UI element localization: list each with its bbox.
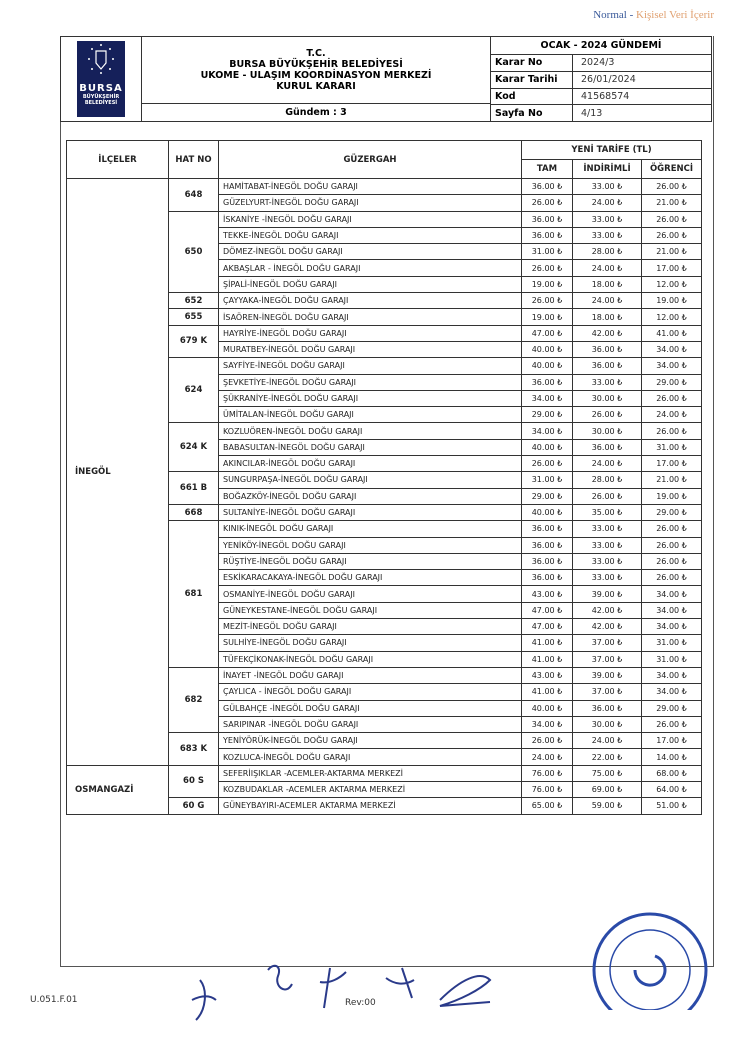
meta-table xyxy=(491,37,711,121)
full-fare-cell: 76.00 ₺ xyxy=(522,781,573,797)
meta-value: 4/13 xyxy=(581,107,603,119)
student-fare-cell: 19.00 ₺ xyxy=(642,488,702,504)
classification-label: Normal - Kişisel Veri İçerir xyxy=(593,9,714,21)
full-fare-cell: 41.00 ₺ xyxy=(522,635,573,651)
route-cell: İSKANİYE -İNEGÖL DOĞU GARAJI xyxy=(219,211,522,227)
route-cell: KOZLUCA-İNEGÖL DOĞU GARAJI xyxy=(219,749,522,765)
discount-fare-cell: 69.00 ₺ xyxy=(573,781,642,797)
col-full: TAM xyxy=(522,160,573,179)
full-fare-cell: 40.00 ₺ xyxy=(522,700,573,716)
document-header xyxy=(60,36,712,122)
student-fare-cell: 34.00 ₺ xyxy=(642,341,702,357)
line-number-cell: 683 K xyxy=(169,733,219,766)
student-fare-cell: 31.00 ₺ xyxy=(642,651,702,667)
meta-label: Karar No xyxy=(491,55,573,71)
discount-fare-cell: 24.00 ₺ xyxy=(573,293,642,309)
discount-fare-cell: 33.00 ₺ xyxy=(573,374,642,390)
full-fare-cell: 43.00 ₺ xyxy=(522,667,573,683)
full-fare-cell: 40.00 ₺ xyxy=(522,358,573,374)
meta-value: 41568574 xyxy=(581,90,630,102)
discount-fare-cell: 26.00 ₺ xyxy=(573,488,642,504)
full-fare-cell: 47.00 ₺ xyxy=(522,602,573,618)
route-cell: SUNGURPAŞA-İNEGÖL DOĞU GARAJI xyxy=(219,472,522,488)
full-fare-cell: 31.00 ₺ xyxy=(522,244,573,260)
header-title: T.C. BURSA BÜYÜKŞEHİR BELEDİYESİ UKOME - ULAŞIM KOORDİNASYON MERKEZİ KURUL KARARI xyxy=(200,48,432,92)
student-fare-cell: 34.00 ₺ xyxy=(642,684,702,700)
discount-fare-cell: 26.00 ₺ xyxy=(573,407,642,423)
discount-fare-cell: 33.00 ₺ xyxy=(573,537,642,553)
student-fare-cell: 24.00 ₺ xyxy=(642,407,702,423)
discount-fare-cell: 30.00 ₺ xyxy=(573,390,642,406)
full-fare-cell: 29.00 ₺ xyxy=(522,488,573,504)
student-fare-cell: 21.00 ₺ xyxy=(642,472,702,488)
route-cell: MEZİT-İNEGÖL DOĞU GARAJI xyxy=(219,619,522,635)
full-fare-cell: 47.00 ₺ xyxy=(522,619,573,635)
student-fare-cell: 68.00 ₺ xyxy=(642,765,702,781)
route-cell: SARIPINAR -İNEGÖL DOĞU GARAJI xyxy=(219,716,522,732)
route-cell: RÜŞTİYE-İNEGÖL DOĞU GARAJI xyxy=(219,553,522,569)
full-fare-cell: 29.00 ₺ xyxy=(522,407,573,423)
route-cell: YENİYÖRÜK-İNEGÖL DOĞU GARAJI xyxy=(219,733,522,749)
full-fare-cell: 41.00 ₺ xyxy=(522,651,573,667)
full-fare-cell: 19.00 ₺ xyxy=(522,309,573,325)
full-fare-cell: 31.00 ₺ xyxy=(522,472,573,488)
discount-fare-cell: 18.00 ₺ xyxy=(573,309,642,325)
route-cell: GÜLBAHÇE -İNEGÖL DOĞU GARAJI xyxy=(219,700,522,716)
student-fare-cell: 21.00 ₺ xyxy=(642,195,702,211)
revision: Rev:00 xyxy=(345,998,376,1008)
district-cell: İNEGÖL xyxy=(67,179,169,766)
route-cell: DÖMEZ-İNEGÖL DOĞU GARAJI xyxy=(219,244,522,260)
full-fare-cell: 40.00 ₺ xyxy=(522,439,573,455)
student-fare-cell: 34.00 ₺ xyxy=(642,619,702,635)
student-fare-cell: 26.00 ₺ xyxy=(642,553,702,569)
student-fare-cell: 34.00 ₺ xyxy=(642,602,702,618)
full-fare-cell: 65.00 ₺ xyxy=(522,798,573,814)
line-number-cell: 624 K xyxy=(169,423,219,472)
full-fare-cell: 43.00 ₺ xyxy=(522,586,573,602)
route-cell: GÜNEYKESTANE-İNEGÖL DOĞU GARAJI xyxy=(219,602,522,618)
student-fare-cell: 17.00 ₺ xyxy=(642,260,702,276)
student-fare-cell: 12.00 ₺ xyxy=(642,276,702,292)
student-fare-cell: 51.00 ₺ xyxy=(642,798,702,814)
full-fare-cell: 36.00 ₺ xyxy=(522,553,573,569)
student-fare-cell: 26.00 ₺ xyxy=(642,570,702,586)
route-cell: İSAÖREN-İNEGÖL DOĞU GARAJI xyxy=(219,309,522,325)
discount-fare-cell: 22.00 ₺ xyxy=(573,749,642,765)
discount-fare-cell: 75.00 ₺ xyxy=(573,765,642,781)
discount-fare-cell: 39.00 ₺ xyxy=(573,586,642,602)
route-cell: ESKİKARACAKAYA-İNEGÖL DOĞU GARAJI xyxy=(219,570,522,586)
student-fare-cell: 34.00 ₺ xyxy=(642,667,702,683)
student-fare-cell: 14.00 ₺ xyxy=(642,749,702,765)
meta-label: Sayfa No xyxy=(491,105,573,121)
meta-value: 26/01/2024 xyxy=(581,74,636,86)
discount-fare-cell: 33.00 ₺ xyxy=(573,570,642,586)
full-fare-cell: 36.00 ₺ xyxy=(522,179,573,195)
route-cell: YENİKÖY-İNEGÖL DOĞU GARAJI xyxy=(219,537,522,553)
discount-fare-cell: 37.00 ₺ xyxy=(573,651,642,667)
district-cell: OSMANGAZİ xyxy=(67,765,169,814)
route-cell: GÜZELYURT-İNEGÖL DOĞU GARAJI xyxy=(219,195,522,211)
full-fare-cell: 26.00 ₺ xyxy=(522,195,573,211)
line-number-cell: 60 S xyxy=(169,765,219,798)
discount-fare-cell: 33.00 ₺ xyxy=(573,553,642,569)
discount-fare-cell: 28.00 ₺ xyxy=(573,244,642,260)
discount-fare-cell: 33.00 ₺ xyxy=(573,179,642,195)
route-cell: BABASULTAN-İNEGÖL DOĞU GARAJI xyxy=(219,439,522,455)
route-cell: KINIK-İNEGÖL DOĞU GARAJI xyxy=(219,521,522,537)
route-cell: KOZBUDAKLAR -ACEMLER AKTARMA MERKEZİ xyxy=(219,781,522,797)
full-fare-cell: 26.00 ₺ xyxy=(522,260,573,276)
discount-fare-cell: 18.00 ₺ xyxy=(573,276,642,292)
full-fare-cell: 26.00 ₺ xyxy=(522,733,573,749)
route-cell: TÜFEKÇİKONAK-İNEGÖL DOĞU GARAJI xyxy=(219,651,522,667)
route-cell: SAYFİYE-İNEGÖL DOĞU GARAJI xyxy=(219,358,522,374)
discount-fare-cell: 36.00 ₺ xyxy=(573,341,642,357)
student-fare-cell: 12.00 ₺ xyxy=(642,309,702,325)
route-cell: SULTANİYE-İNEGÖL DOĞU GARAJI xyxy=(219,504,522,520)
route-cell: ÇAYYAKA-İNEGÖL DOĞU GARAJI xyxy=(219,293,522,309)
meta-label: Karar Tarihi xyxy=(491,72,573,88)
full-fare-cell: 34.00 ₺ xyxy=(522,716,573,732)
tariff-table xyxy=(66,140,702,815)
agenda-number: Gündem : 3 xyxy=(142,103,490,121)
col-district: İLÇELER xyxy=(67,141,169,179)
line-number-cell: 679 K xyxy=(169,325,219,358)
route-cell: MURATBEY-İNEGÖL DOĞU GARAJI xyxy=(219,341,522,357)
discount-fare-cell: 42.00 ₺ xyxy=(573,619,642,635)
discount-fare-cell: 37.00 ₺ xyxy=(573,635,642,651)
full-fare-cell: 19.00 ₺ xyxy=(522,276,573,292)
full-fare-cell: 34.00 ₺ xyxy=(522,390,573,406)
line-number-cell: 624 xyxy=(169,358,219,423)
line-number-cell: 682 xyxy=(169,667,219,732)
form-code: U.051.F.01 xyxy=(30,995,78,1005)
student-fare-cell: 29.00 ₺ xyxy=(642,700,702,716)
route-cell: HAYRİYE-İNEGÖL DOĞU GARAJI xyxy=(219,325,522,341)
full-fare-cell: 41.00 ₺ xyxy=(522,684,573,700)
full-fare-cell: 36.00 ₺ xyxy=(522,211,573,227)
discount-fare-cell: 30.00 ₺ xyxy=(573,716,642,732)
agenda-title: OCAK - 2024 GÜNDEMİ xyxy=(491,37,711,55)
meta-label: Kod xyxy=(491,89,573,105)
route-cell: KOZLUÖREN-İNEGÖL DOĞU GARAJI xyxy=(219,423,522,439)
student-fare-cell: 29.00 ₺ xyxy=(642,374,702,390)
discount-fare-cell: 28.00 ₺ xyxy=(573,472,642,488)
discount-fare-cell: 33.00 ₺ xyxy=(573,521,642,537)
discount-fare-cell: 59.00 ₺ xyxy=(573,798,642,814)
table-row xyxy=(67,179,702,195)
discount-fare-cell: 24.00 ₺ xyxy=(573,733,642,749)
discount-fare-cell: 37.00 ₺ xyxy=(573,684,642,700)
student-fare-cell: 17.00 ₺ xyxy=(642,456,702,472)
full-fare-cell: 40.00 ₺ xyxy=(522,504,573,520)
official-stamp-image xyxy=(590,900,720,1010)
student-fare-cell: 64.00 ₺ xyxy=(642,781,702,797)
full-fare-cell: 26.00 ₺ xyxy=(522,293,573,309)
student-fare-cell: 29.00 ₺ xyxy=(642,504,702,520)
route-cell: BOĞAZKÖY-İNEGÖL DOĞU GARAJI xyxy=(219,488,522,504)
full-fare-cell: 36.00 ₺ xyxy=(522,374,573,390)
discount-fare-cell: 24.00 ₺ xyxy=(573,195,642,211)
signatures-image xyxy=(190,950,510,1040)
student-fare-cell: 26.00 ₺ xyxy=(642,521,702,537)
discount-fare-cell: 36.00 ₺ xyxy=(573,700,642,716)
meta-value: 2024/3 xyxy=(581,57,615,69)
discount-fare-cell: 33.00 ₺ xyxy=(573,227,642,243)
student-fare-cell: 26.00 ₺ xyxy=(642,537,702,553)
full-fare-cell: 26.00 ₺ xyxy=(522,456,573,472)
route-cell: OSMANİYE-İNEGÖL DOĞU GARAJI xyxy=(219,586,522,602)
col-line: HAT NO xyxy=(169,141,219,179)
line-number-cell: 661 B xyxy=(169,472,219,505)
discount-fare-cell: 33.00 ₺ xyxy=(573,211,642,227)
student-fare-cell: 26.00 ₺ xyxy=(642,179,702,195)
col-route: GÜZERGAH xyxy=(219,141,522,179)
route-cell: AKINCILAR-İNEGÖL DOĞU GARAJI xyxy=(219,456,522,472)
discount-fare-cell: 35.00 ₺ xyxy=(573,504,642,520)
full-fare-cell: 36.00 ₺ xyxy=(522,537,573,553)
route-cell: AKBAŞLAR - İNEGÖL DOĞU GARAJI xyxy=(219,260,522,276)
table-row xyxy=(67,765,702,781)
full-fare-cell: 76.00 ₺ xyxy=(522,765,573,781)
route-cell: SULHİYE-İNEGÖL DOĞU GARAJI xyxy=(219,635,522,651)
crest-icon xyxy=(86,41,116,77)
route-cell: ŞEVKETİYE-İNEGÖL DOĞU GARAJI xyxy=(219,374,522,390)
line-number-cell: 681 xyxy=(169,521,219,668)
full-fare-cell: 36.00 ₺ xyxy=(522,521,573,537)
line-number-cell: 655 xyxy=(169,309,219,325)
student-fare-cell: 41.00 ₺ xyxy=(642,325,702,341)
student-fare-cell: 26.00 ₺ xyxy=(642,227,702,243)
bursa-logo: BURSA BÜYÜKŞEHİR BELEDİYESİ xyxy=(77,41,125,117)
discount-fare-cell: 36.00 ₺ xyxy=(573,439,642,455)
student-fare-cell: 26.00 ₺ xyxy=(642,423,702,439)
discount-fare-cell: 42.00 ₺ xyxy=(573,325,642,341)
student-fare-cell: 34.00 ₺ xyxy=(642,358,702,374)
discount-fare-cell: 36.00 ₺ xyxy=(573,358,642,374)
full-fare-cell: 34.00 ₺ xyxy=(522,423,573,439)
student-fare-cell: 26.00 ₺ xyxy=(642,211,702,227)
route-cell: GÜNEYBAYIRI-ACEMLER AKTARMA MERKEZİ xyxy=(219,798,522,814)
full-fare-cell: 40.00 ₺ xyxy=(522,341,573,357)
route-cell: ÇAYLICA - İNEGÖL DOĞU GARAJI xyxy=(219,684,522,700)
line-number-cell: 652 xyxy=(169,293,219,309)
route-cell: ÜMİTALAN-İNEGÖL DOĞU GARAJI xyxy=(219,407,522,423)
line-number-cell: 650 xyxy=(169,211,219,292)
route-cell: ŞÜKRANİYE-İNEGÖL DOĞU GARAJI xyxy=(219,390,522,406)
student-fare-cell: 31.00 ₺ xyxy=(642,635,702,651)
col-student: ÖĞRENCİ xyxy=(642,160,702,179)
student-fare-cell: 34.00 ₺ xyxy=(642,586,702,602)
student-fare-cell: 17.00 ₺ xyxy=(642,733,702,749)
discount-fare-cell: 42.00 ₺ xyxy=(573,602,642,618)
route-cell: SEFERİIŞIKLAR -ACEMLER-AKTARMA MERKEZİ xyxy=(219,765,522,781)
student-fare-cell: 19.00 ₺ xyxy=(642,293,702,309)
line-number-cell: 60 G xyxy=(169,798,219,814)
student-fare-cell: 31.00 ₺ xyxy=(642,439,702,455)
student-fare-cell: 26.00 ₺ xyxy=(642,390,702,406)
logo-cell xyxy=(61,37,142,121)
line-number-cell: 668 xyxy=(169,504,219,520)
full-fare-cell: 47.00 ₺ xyxy=(522,325,573,341)
student-fare-cell: 21.00 ₺ xyxy=(642,244,702,260)
full-fare-cell: 24.00 ₺ xyxy=(522,749,573,765)
full-fare-cell: 36.00 ₺ xyxy=(522,227,573,243)
route-cell: ŞİPALİ-İNEGÖL DOĞU GARAJI xyxy=(219,276,522,292)
full-fare-cell: 36.00 ₺ xyxy=(522,570,573,586)
discount-fare-cell: 39.00 ₺ xyxy=(573,667,642,683)
discount-fare-cell: 24.00 ₺ xyxy=(573,456,642,472)
col-discount: İNDİRİMLİ xyxy=(573,160,642,179)
col-tariff: YENİ TARİFE (TL) xyxy=(522,141,702,160)
discount-fare-cell: 24.00 ₺ xyxy=(573,260,642,276)
line-number-cell: 648 xyxy=(169,179,219,212)
discount-fare-cell: 30.00 ₺ xyxy=(573,423,642,439)
student-fare-cell: 26.00 ₺ xyxy=(642,716,702,732)
route-cell: İNAYET -İNEGÖL DOĞU GARAJI xyxy=(219,667,522,683)
route-cell: TEKKE-İNEGÖL DOĞU GARAJI xyxy=(219,227,522,243)
route-cell: HAMİTABAT-İNEGÖL DOĞU GARAJI xyxy=(219,179,522,195)
